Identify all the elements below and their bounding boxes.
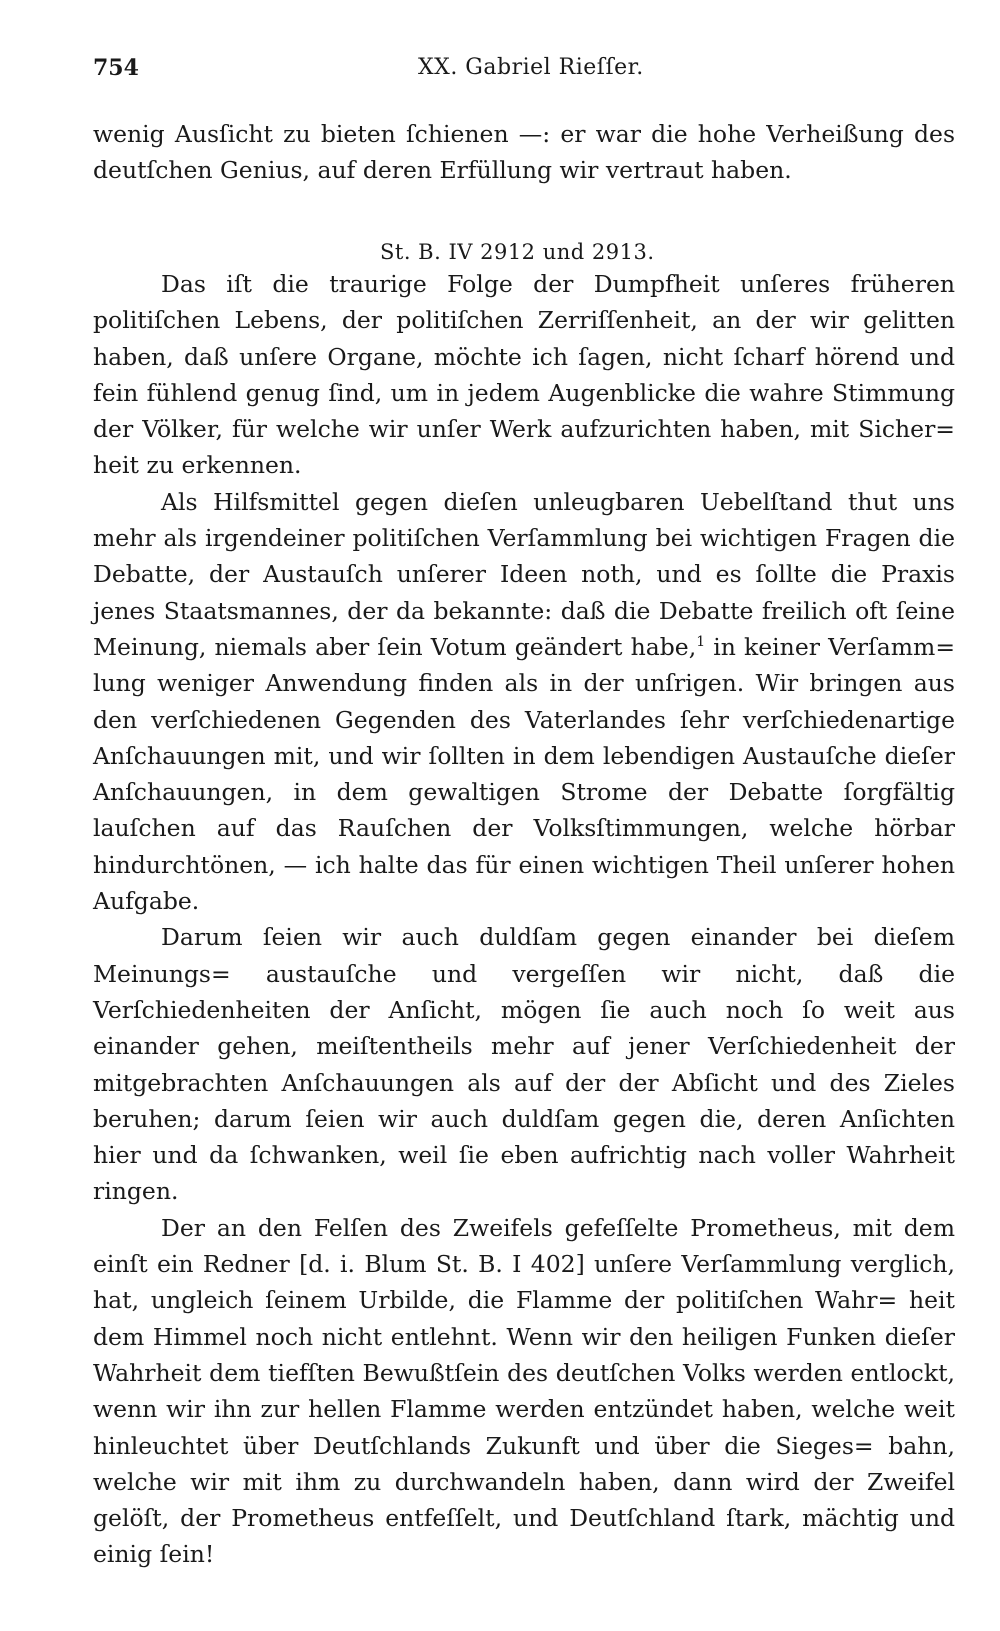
paragraph-2 [93,484,955,920]
body-text [93,266,955,1573]
citation: St. B. IV 2912 und 2913. [380,240,655,264]
intro-paragraph: wenig Ausſicht zu bieten ſchienen —: er war die hohe Verheißung des deutſchen Genius, auf deren Erfüllung wir vertraut haben. [93,120,955,185]
paragraph-1: Das iſt die traurige Folge der Dumpfheit unſeres früheren politiſchen Lebens, der politiſchen Zerriſſenheit, an der wir gelitten haben, daß unſere Organe, möchte ich ſagen, nicht ſcharf hörend und fein fühlend genug ſind, um in jedem Augenblicke die wahre Stimmung der Völker, für welche wir unſer Werk aufzurichten haben, mit Sicher= heit zu erkennen. [93,270,955,480]
running-head: XX. Gabriel Rieſſer. [418,55,644,80]
paragraph-2-part-2: in keiner Verſamm= lung weniger Anwendung finden als in der unſrigen. Wir bringen aus den verſchiedenen Gegenden des Vaterlandes ſehr verſchiedenartige Anſchauungen mit, und wir ſollten in dem lebendigen Austauſche dieſer Anſchauungen, in dem gewaltigen Strome der Debatte ſorgfältig lauſchen auf das Rauſchen der Volksſtimmungen, welche hörbar hindurchtönen, — ich halte das für einen wichtigen Theil unſerer hohen Aufgabe. [93,632,956,916]
paragraph-4: Der an den Felſen des Zweifels gefeſſelte Prometheus, mit dem einſt ein Redner [d. i. Blum St. B. I 402] unſere Verſammlung verglich, hat, ungleich ſeinem Urbilde, die Flamme der politiſchen Wahr= heit dem Himmel noch nicht entlehnt. Wenn wir den heiligen Funken dieſer Wahrheit dem tiefſten Bewußtſein des deutſchen Volks werden entlockt, wenn wir ihn zur hellen Flamme werden entzündet haben, welche weit hinleuchtet über Deutſchlands Zukunft und über die Sieges= bahn, welche wir mit ihm zu durchwandeln haben, dann wird der Zweifel gelöſt, der Prometheus entfeſſelt, und Deutſchland ſtark, mächtig und einig ſein! [93,1213,955,1569]
paragraph-2-part-1: Als Hilfsmittel gegen dieſen unleugbaren Uebelſtand thut uns mehr als irgendeiner politiſchen Verſammlung bei wichtigen Fragen die Debatte, der Austauſch unſerer Ideen noth, und es ſollte die Praxis jenes Staatsmannes, der da bekannte: daß die Debatte freilich oft ſeine Meinung, niemals aber ſein Votum geändert habe, [93,487,955,661]
page-number: 754 [93,55,139,81]
page-header [93,48,955,88]
footnote-mark: 1 [696,634,706,651]
paragraph-3: Darum ſeien wir auch duldſam gegen einander bei dieſem Meinungs= austauſche und vergeſſen wir nicht, daß die Verſchiedenheiten der Anſicht, mögen ſie auch noch ſo weit aus einander gehen, meiſtentheils mehr auf jener Verſchiedenheit der mitgebrachten Anſchauungen als auf der der Abſicht und des Zieles beruhen; darum ſeien wir auch duldſam gegen die, deren Anſichten hier und da ſchwanken, weil ſie eben aufrichtig nach voller Wahrheit ringen. [93,923,955,1206]
intro-text [93,116,955,189]
